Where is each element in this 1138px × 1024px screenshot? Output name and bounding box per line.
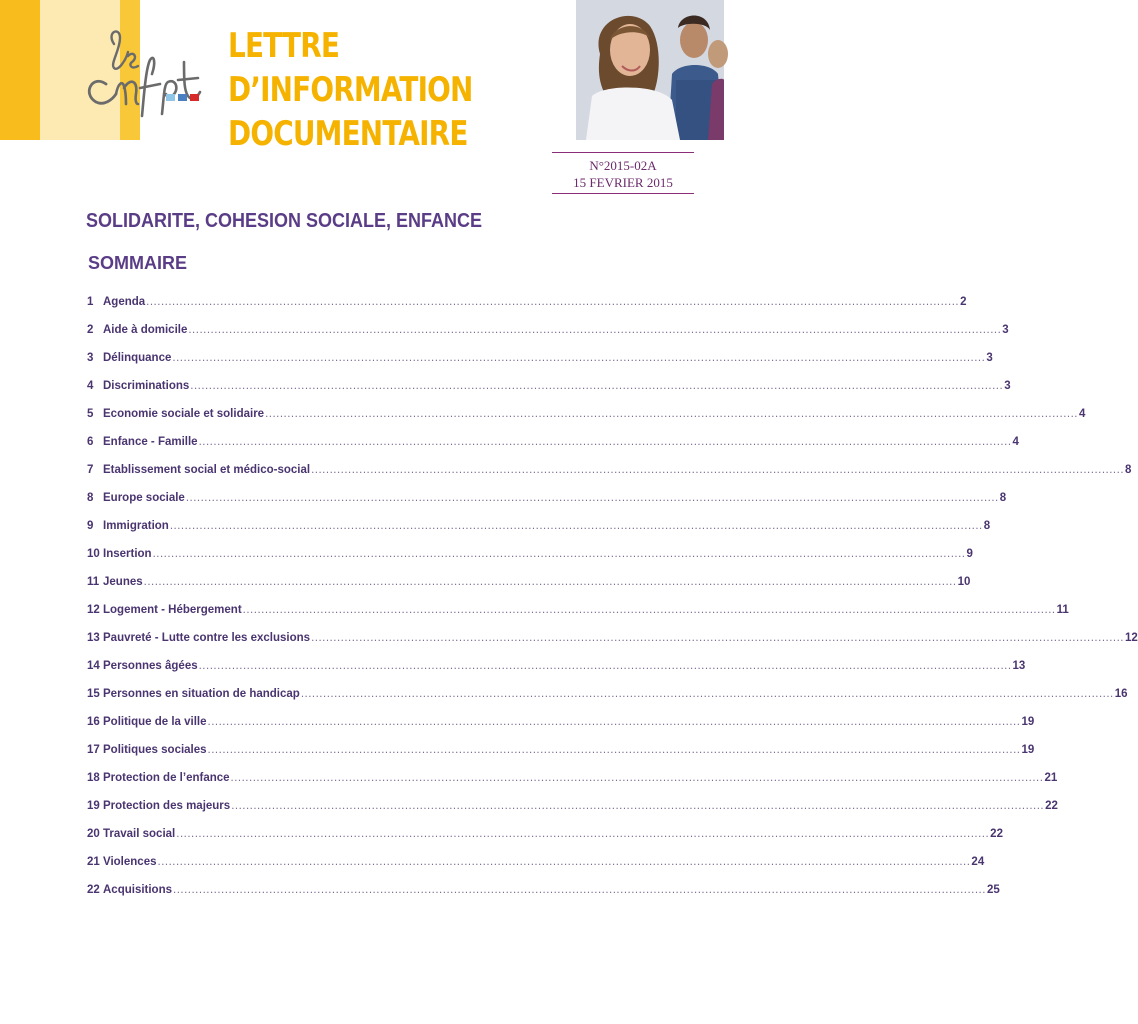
toc-dot-leader: ............................................................................................................................................................................................................................ [311,464,1125,476]
toc-entry-page: 11 [1056,604,1069,616]
toc-entry-number: 19 [87,800,100,812]
toc-entry-number: 2 [87,324,94,336]
toc-dot-leader: ............................................................................................................................................................................................................................ [152,548,966,560]
toc-entry[interactable] [87,716,1035,744]
toc-entry-label: Etablissement social et médico-social [103,464,311,476]
toc-entry-label: Protection des majeurs [103,800,231,812]
newsletter-title-line1: LETTRE D’INFORMATION [228,26,473,110]
toc-entry[interactable] [87,380,1011,408]
toc-entry[interactable] [87,856,985,884]
toc-entry-label: Enfance - Famille [103,436,198,448]
toc-entry-page: 12 [1125,632,1138,644]
toc-entry-page: 4 [1078,408,1086,420]
toc-entry-label: Protection de l’enfance [103,772,230,784]
toc-dot-leader: ............................................................................................................................................................................................................................ [242,604,1056,616]
issue-box [552,152,694,194]
toc-entry[interactable] [87,464,1132,492]
table-of-contents [87,296,1138,912]
toc-entry-number: 6 [87,436,94,448]
toc-entry-number: 10 [87,548,100,560]
toc-entry[interactable] [87,324,1009,352]
toc-entry-number: 5 [87,408,94,420]
toc-entry-label: Pauvreté - Lutte contre les exclusions [103,632,311,644]
toc-dot-leader: ............................................................................................................................................................................................................................ [311,632,1124,644]
toc-entry-label: Immigration [103,520,169,532]
toc-entry-page: 22 [990,828,1003,840]
toc-dot-leader: ............................................................................................................................................................................................................................ [188,324,1002,336]
toc-entry-label: Discriminations [103,380,190,392]
sommaire-heading: SOMMAIRE [88,253,187,273]
toc-entry[interactable] [87,604,1069,632]
toc-dot-leader: ............................................................................................................................................................................................................................ [230,772,1044,784]
toc-entry-page: 4 [1012,436,1019,448]
toc-entry-page: 13 [1012,660,1026,672]
toc-entry[interactable] [87,744,1035,772]
toc-entry-number: 7 [87,464,94,476]
logo-square-blue [178,94,187,101]
toc-entry-number: 3 [87,352,94,364]
toc-entry-number: 14 [87,660,100,672]
toc-dot-leader: ............................................................................................................................................................................................................................ [146,296,960,308]
section-title: SOLIDARITE, COHESION SOCIALE, ENFANCE [86,210,483,232]
toc-entry-number: 18 [87,772,100,784]
toc-dot-leader: ............................................................................................................................................................................................................................ [190,380,1004,392]
newsletter-title-line2: DOCUMENTAIRE [228,114,468,154]
logo-square-red [190,94,199,101]
toc-entry-number: 8 [87,492,94,504]
banner-stripe-left [0,0,40,140]
toc-entry-number: 1 [87,296,94,308]
toc-entry-number: 20 [87,828,100,840]
toc-entry-page: 19 [1021,716,1035,728]
newsletter-title [228,24,499,156]
toc-entry-number: 12 [87,604,100,616]
toc-entry-number: 9 [87,520,94,532]
toc-dot-leader: ............................................................................................................................................................................................................................ [265,408,1078,420]
toc-entry-label: Politique de la ville [103,716,207,728]
toc-entry-label: Europe sociale [103,492,185,504]
toc-dot-leader: ............................................................................................................................................................................................................................ [207,716,1021,728]
cnfpt-logo [76,24,216,120]
toc-entry-label: Délinquance [103,352,172,364]
toc-dot-leader: ............................................................................................................................................................................................................................ [173,884,986,896]
toc-entry-label: Insertion [103,548,152,560]
toc-entry[interactable] [87,772,1058,800]
toc-entry-label: Travail social [103,828,176,840]
toc-entry-page: 8 [983,520,991,532]
toc-entry[interactable] [87,548,973,576]
toc-entry-label: Logement - Hébergement [103,604,242,616]
issue-number: N°2015-02A [589,158,657,173]
toc-entry-page: 22 [1045,800,1058,812]
toc-entry-label: Agenda [103,296,146,308]
toc-dot-leader: ............................................................................................................................................................................................................................ [157,856,971,868]
logo-square-light-blue [166,94,175,101]
toc-entry-number: 15 [87,688,100,700]
toc-entry[interactable] [87,660,1026,688]
toc-entry[interactable] [87,800,1058,828]
toc-entry-number: 11 [87,576,100,588]
toc-dot-leader: ............................................................................................................................................................................................................................ [300,688,1114,700]
toc-entry-page: 25 [986,884,1000,896]
toc-entry[interactable] [87,828,1003,856]
toc-entry-number: 21 [87,856,100,868]
toc-entry[interactable] [87,436,1019,464]
toc-entry-label: Violences [103,856,157,868]
toc-entry-label: Economie sociale et solidaire [103,408,265,420]
toc-dot-leader: ............................................................................................................................................................................................................................ [185,492,999,504]
toc-entry-page: 21 [1044,772,1058,784]
toc-dot-leader: ............................................................................................................................................................................................................................ [207,744,1021,756]
logo-color-squares [166,94,199,101]
toc-entry-label: Politiques sociales [103,744,207,756]
toc-entry[interactable] [87,492,1007,520]
toc-dot-leader: ............................................................................................................................................................................................................................ [231,800,1045,812]
toc-entry[interactable] [87,688,1128,716]
toc-entry-label: Acquisitions [103,884,173,896]
toc-entry[interactable] [87,520,991,548]
toc-dot-leader: ............................................................................................................................................................................................................................ [169,520,983,532]
header-photo [576,0,724,140]
toc-dot-leader: ............................................................................................................................................................................................................................ [198,436,1012,448]
toc-entry-page: 10 [957,576,971,588]
toc-entry-label: Personnes en situation de handicap [103,688,300,700]
toc-entry-number: 4 [87,380,94,392]
toc-entry-page: 8 [1125,464,1132,476]
toc-entry[interactable] [87,576,971,604]
issue-date: 15 FEVRIER 2015 [573,175,673,190]
toc-entry-page: 9 [966,548,973,560]
toc-entry-page: 3 [1004,380,1011,392]
toc-entry-number: 22 [87,884,100,896]
toc-dot-leader: ............................................................................................................................................................................................................................ [198,660,1012,672]
toc-entry-number: 13 [87,632,100,644]
toc-entry-page: 3 [986,352,993,364]
toc-entry-page: 8 [999,492,1007,504]
toc-entry-page: 2 [960,296,967,308]
toc-dot-leader: ............................................................................................................................................................................................................................ [172,352,986,364]
toc-entry[interactable] [87,884,1000,912]
toc-entry[interactable] [87,296,967,324]
toc-entry-label: Aide à domicile [103,324,188,336]
toc-entry-page: 24 [971,856,985,868]
toc-entry-label: Jeunes [103,576,143,588]
toc-entry-number: 16 [87,716,100,728]
toc-entry-number: 17 [87,744,100,756]
toc-entry-page: 3 [1002,324,1009,336]
toc-entry-page: 19 [1021,744,1035,756]
toc-entry[interactable] [87,632,1138,660]
toc-entry-label: Personnes âgées [103,660,198,672]
toc-entry[interactable] [87,408,1086,436]
toc-entry[interactable] [87,352,993,380]
toc-dot-leader: ............................................................................................................................................................................................................................ [176,828,990,840]
toc-dot-leader: ............................................................................................................................................................................................................................ [143,576,957,588]
toc-entry-page: 16 [1114,688,1128,700]
header-banner [0,0,724,154]
